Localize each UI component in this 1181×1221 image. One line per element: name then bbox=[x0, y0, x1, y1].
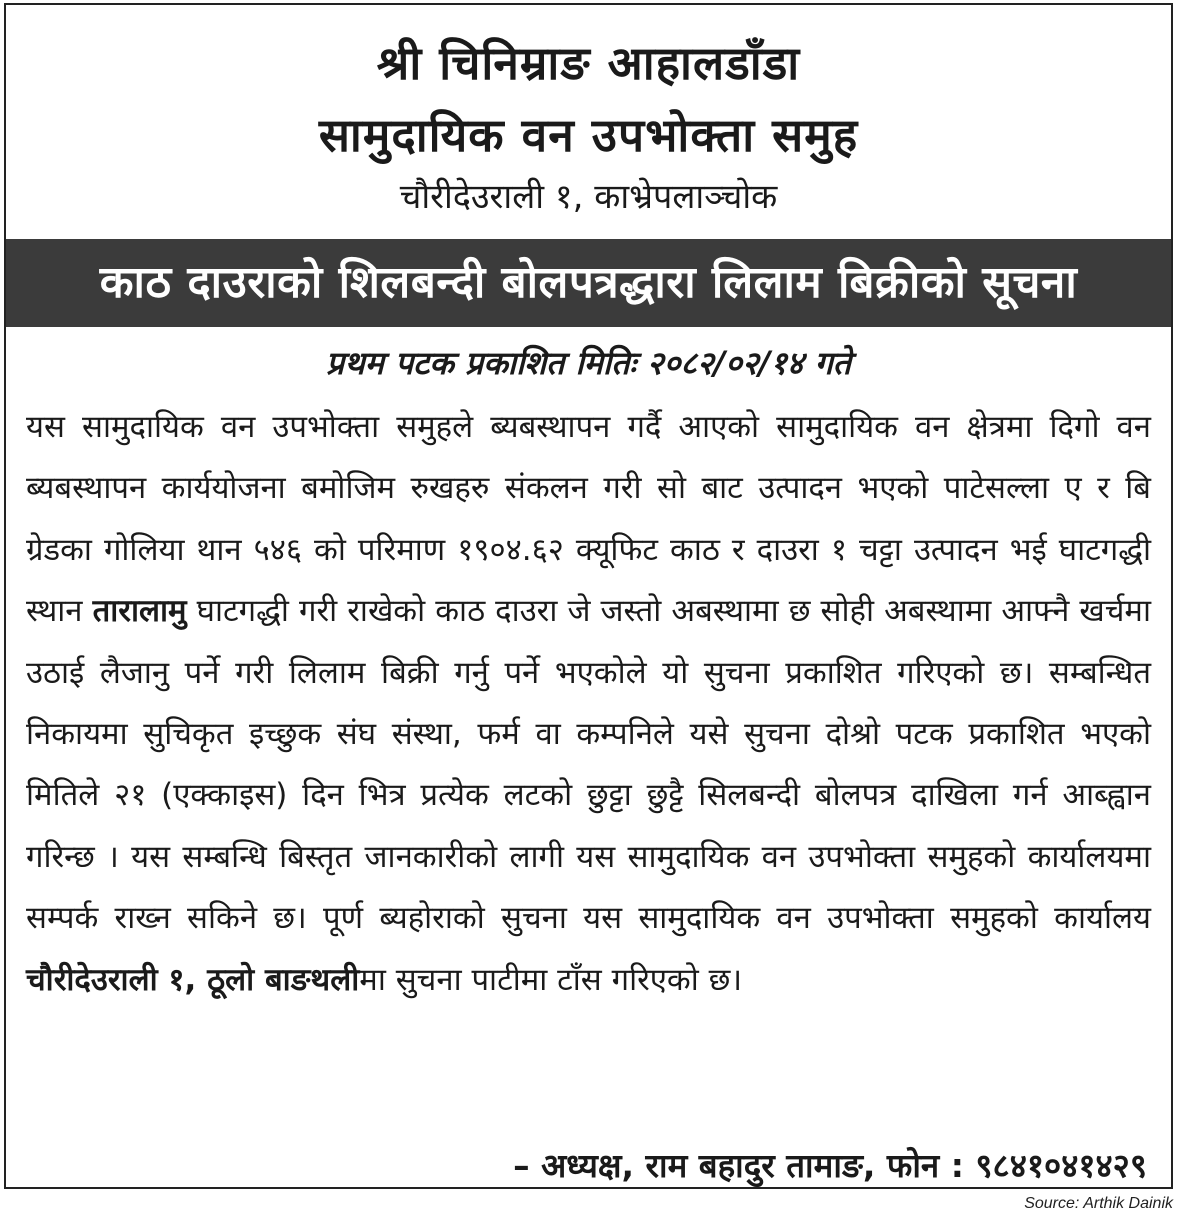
source-credit: Source: Arthik Dainik bbox=[1024, 1195, 1173, 1212]
notice-title-banner: काठ दाउराको शिलबन्दी बोलपत्रद्धारा लिलाम बिक्रीको सूचना bbox=[6, 239, 1171, 327]
organization-name-line-1: श्री चिनिम्राङ आहालडाँडा bbox=[376, 36, 801, 90]
notice-box bbox=[4, 3, 1173, 1189]
body-text-part-3: मा सुचना पाटीमा टाँस गरिएको छ। bbox=[359, 961, 743, 998]
location-name: तारालामु bbox=[92, 593, 187, 630]
office-location: चौरीदेउराली १, ठूलो बाङथली bbox=[26, 961, 360, 998]
organization-address: चौरीदेउराली १, काभ्रेपलाञ्चोक bbox=[399, 177, 778, 217]
notice-body bbox=[26, 397, 1151, 1011]
body-text-part-2: घाटगद्धी गरी राखेको काठ दाउरा जे जस्तो अबस्थामा छ सोही अबस्थामा आफ्नै खर्चमा उठाई लैजानु पर्ने गरी लिलाम बिक्री गर्नु पर्ने भएकोले यो सुचना प्रकाशित गरिएको छ। सम्बन्धित निकायमा सुचिकृत इच्छुक संघ संस्था, फर्म वा कम्पनिले यसे सुचना दोश्रो पटक प्रकाशित भएको मितिले २१ (एक्काइस) दिन भित्र प्रत्येक लटको छुट्टा छुट्टै सिलबन्दी बोलपत्र दाखिला गर्न आब्ह्वान गरिन्छ । यस सम्बन्धि बिस्तृत जानकारीको लागी यस सामुदायिक वन उपभोक्ता समुहको कार्यालयमा सम्पर्क राख्न सकिने छ। पूर्ण ब्यहोराको सुचना यस सामुदायिक वन उपभोक्ता समुहको कार्यालय bbox=[26, 593, 1151, 937]
body-text-part-1: यस सामुदायिक वन उपभोक्ता समुहले ब्यबस्थापन गर्दै आएको सामुदायिक वन क्षेत्रमा दिगो वन ब्यबस्थापन कार्ययोजना बमोजिम रुखहरु संकलन गरी सो बाट उत्पादन भएको पाटेसल्ला ए र बि ग्रेडका गोलिया थान ५४६ को परिमाण १९०४.६२ क्यूफिट काठ र दाउरा १ चट्टा उत्पादन भई घाटगद्धी स्थान bbox=[26, 409, 1151, 630]
notice-body-paragraph bbox=[26, 397, 1151, 1011]
organization-name-line-2: सामुदायिक वन उपभोक्ता समुह bbox=[318, 108, 859, 162]
signature-line: – अध्यक्ष, राम बहादुर तामाङ, फोन : ९८४१०४१४२९ bbox=[513, 1146, 1147, 1185]
publication-date: प्रथम पटक प्रकाशित मितिः २०८२/०२/१४ गते bbox=[326, 344, 851, 382]
